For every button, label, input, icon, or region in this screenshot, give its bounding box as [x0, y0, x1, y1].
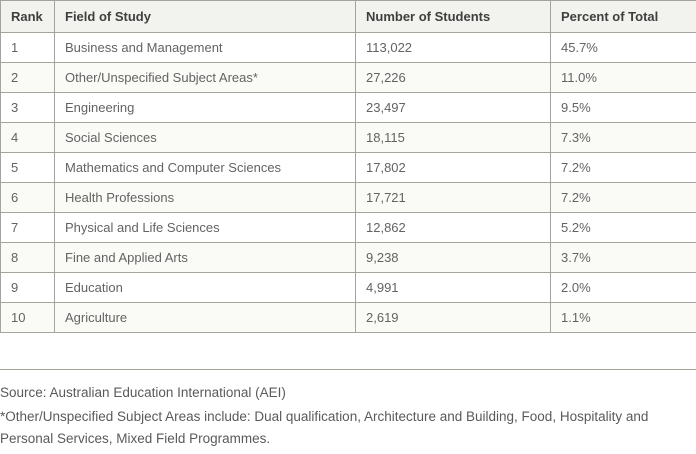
table-row [1, 243, 696, 273]
percent-cell: 2.0% [551, 273, 696, 303]
source-line: Source: Australian Education International (AEI) [0, 385, 286, 400]
rank-cell: 10 [1, 303, 55, 333]
table-row [1, 123, 696, 153]
students-cell: 17,802 [356, 153, 551, 183]
students-cell: 4,991 [356, 273, 551, 303]
field-cell: Social Sciences [55, 123, 356, 153]
rank-cell: 7 [1, 213, 55, 243]
table-row [1, 63, 696, 93]
header-students: Number of Students [356, 1, 551, 33]
field-cell: Physical and Life Sciences [55, 213, 356, 243]
rank-cell: 4 [1, 123, 55, 153]
table-row [1, 33, 696, 63]
header-percent: Percent of Total [551, 1, 696, 33]
table-row [1, 93, 696, 123]
students-cell: 23,497 [356, 93, 551, 123]
field-cell: Health Professions [55, 183, 356, 213]
field-cell: Other/Unspecified Subject Areas* [55, 63, 356, 93]
field-cell: Education [55, 273, 356, 303]
rank-cell: 6 [1, 183, 55, 213]
field-cell: Agriculture [55, 303, 356, 333]
table-row [1, 183, 696, 213]
rank-cell: 9 [1, 273, 55, 303]
rank-cell: 3 [1, 93, 55, 123]
rank-cell: 1 [1, 33, 55, 63]
table-header-row [1, 1, 696, 33]
students-cell: 9,238 [356, 243, 551, 273]
table-row [1, 213, 696, 243]
table-row [1, 273, 696, 303]
percent-cell: 45.7% [551, 33, 696, 63]
header-field: Field of Study [55, 1, 356, 33]
header-rank: Rank [1, 1, 55, 33]
rank-cell: 5 [1, 153, 55, 183]
field-cell: Mathematics and Computer Sciences [55, 153, 356, 183]
footer-divider [0, 369, 696, 370]
students-cell: 27,226 [356, 63, 551, 93]
table-row [1, 303, 696, 333]
rank-cell: 2 [1, 63, 55, 93]
table-row [1, 153, 696, 183]
field-cell: Business and Management [55, 33, 356, 63]
percent-cell: 11.0% [551, 63, 696, 93]
students-cell: 2,619 [356, 303, 551, 333]
students-cell: 113,022 [356, 33, 551, 63]
students-cell: 12,862 [356, 213, 551, 243]
rank-cell: 8 [1, 243, 55, 273]
field-cell: Fine and Applied Arts [55, 243, 356, 273]
percent-cell: 5.2% [551, 213, 696, 243]
footnote: *Other/Unspecified Subject Areas include: Dual qualification, Architecture and Building, Food, Hospitality and Personal Services, Mixed Field Programmes. [0, 409, 649, 446]
percent-cell: 9.5% [551, 93, 696, 123]
students-cell: 17,721 [356, 183, 551, 213]
percent-cell: 3.7% [551, 243, 696, 273]
field-cell: Engineering [55, 93, 356, 123]
percent-cell: 7.2% [551, 153, 696, 183]
percent-cell: 7.3% [551, 123, 696, 153]
percent-cell: 1.1% [551, 303, 696, 333]
students-cell: 18,115 [356, 123, 551, 153]
percent-cell: 7.2% [551, 183, 696, 213]
